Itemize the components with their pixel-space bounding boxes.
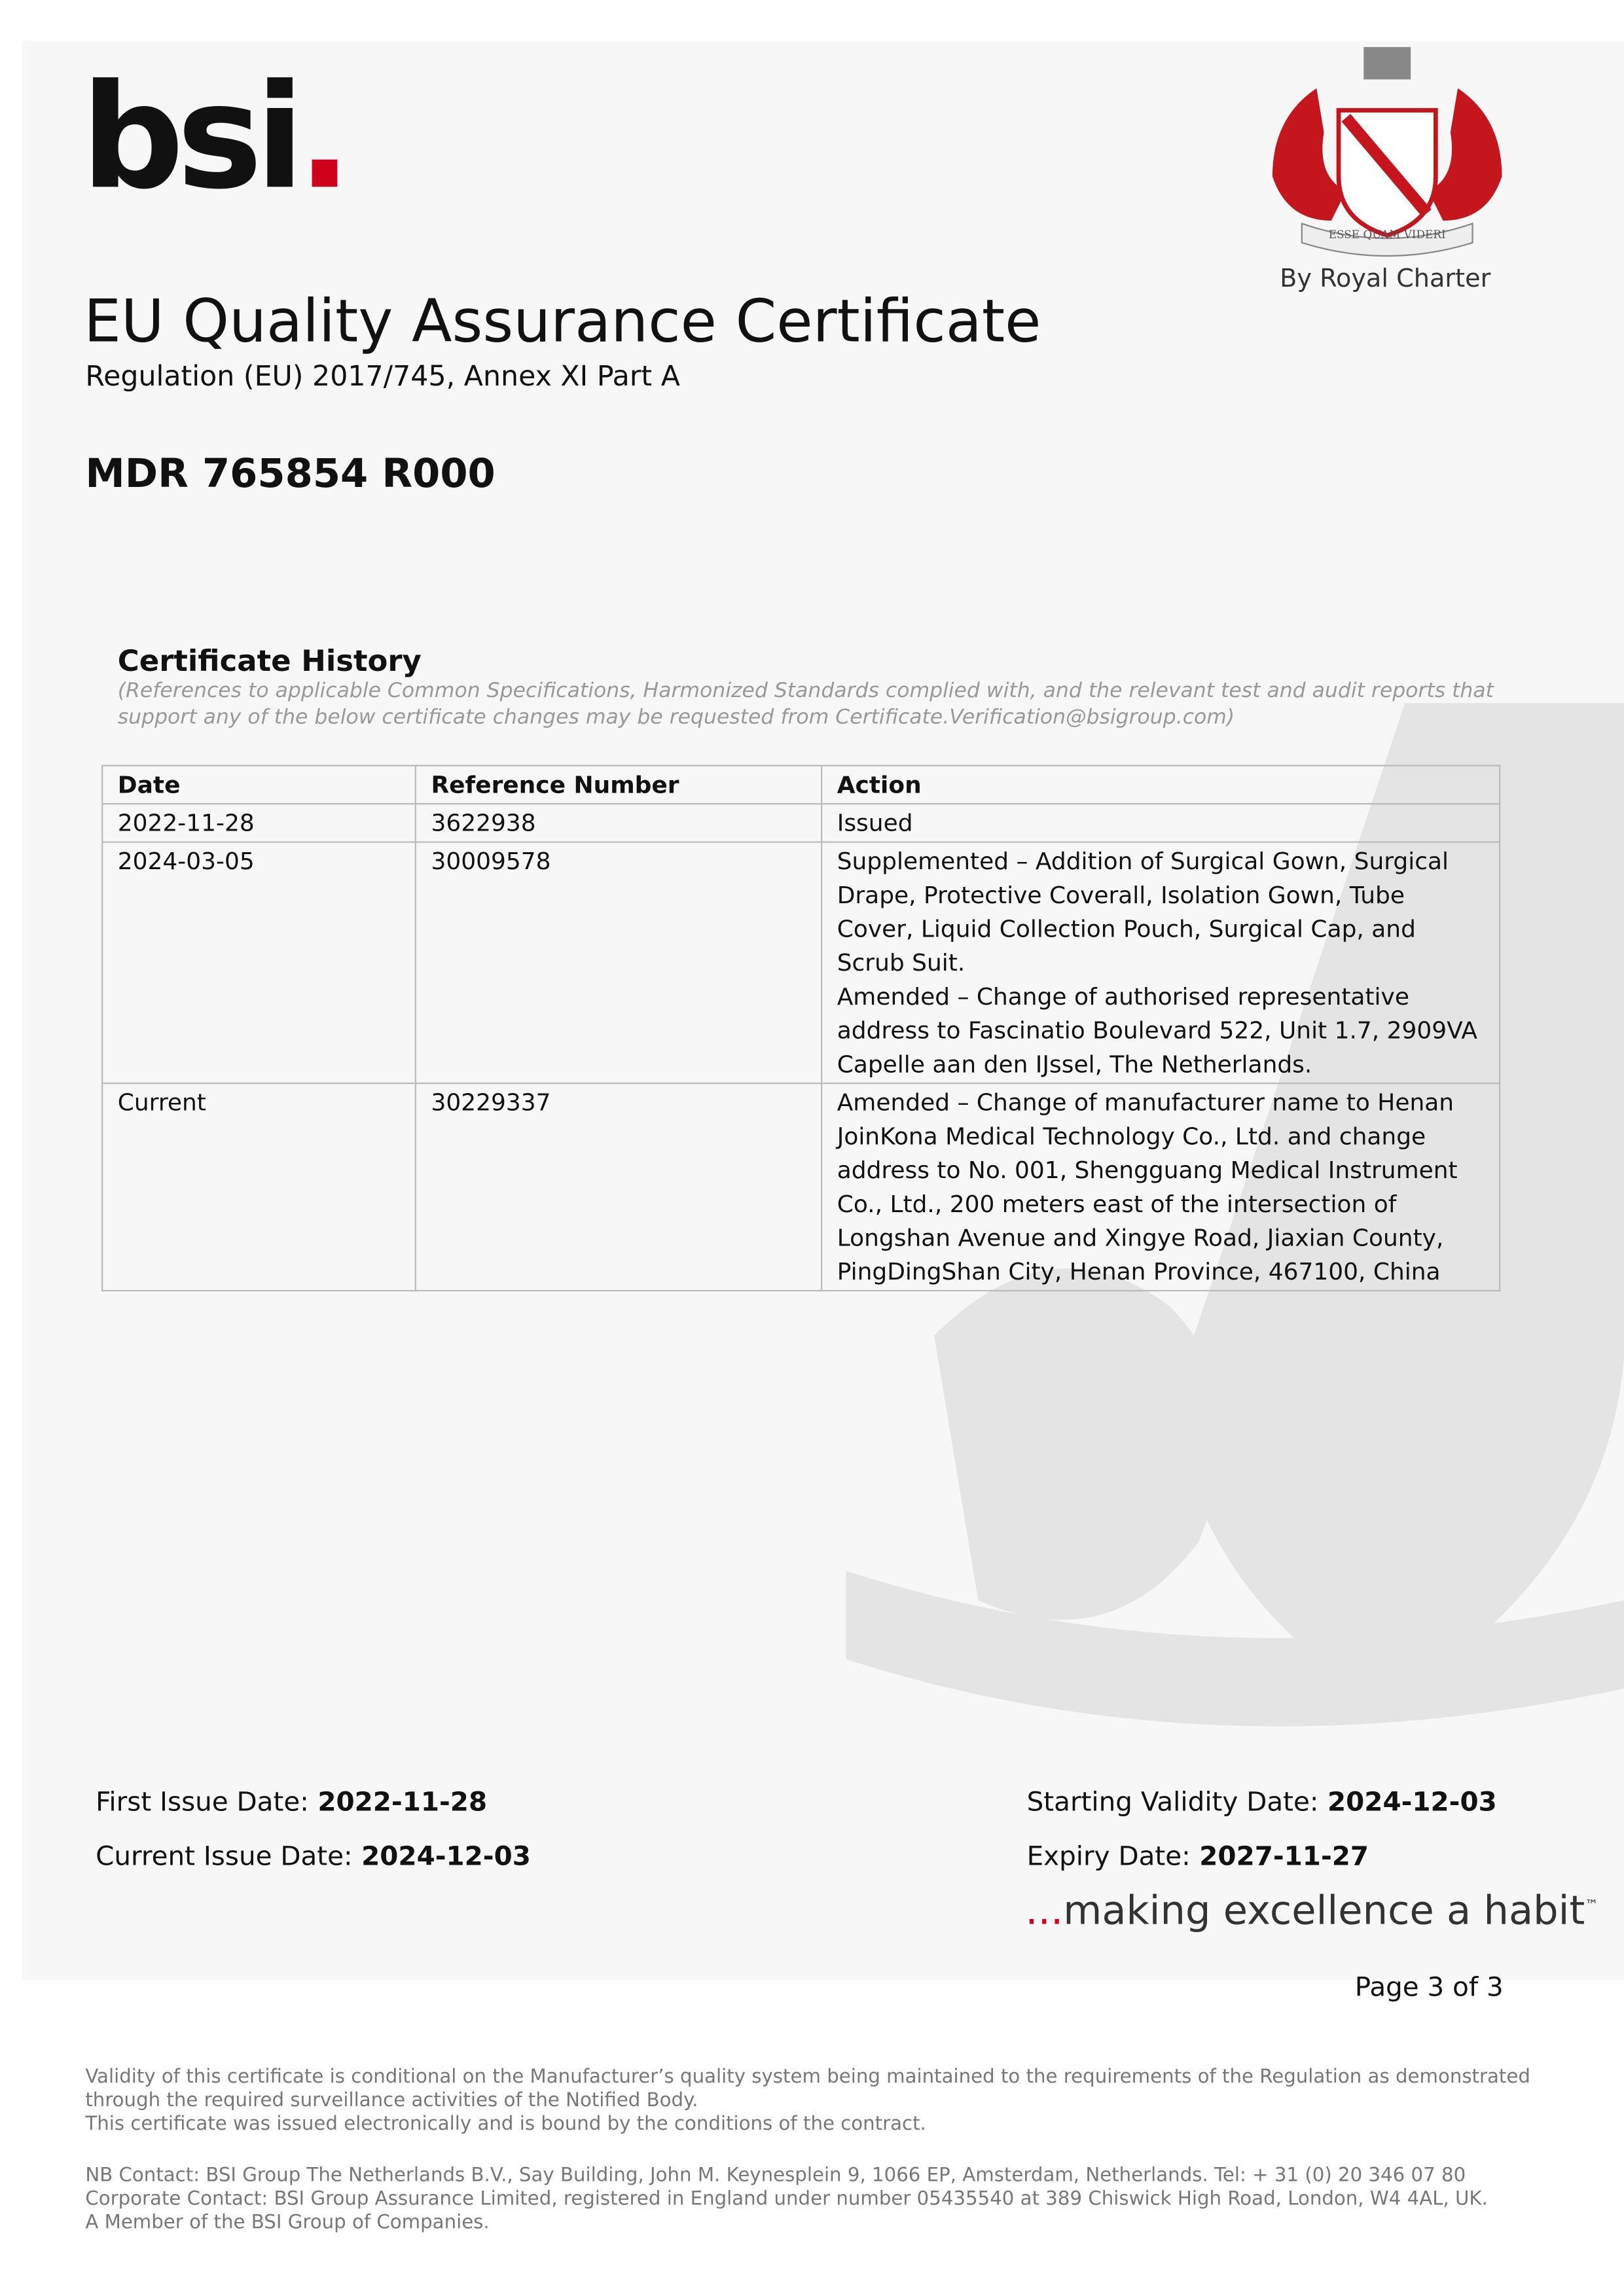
footer-validity-line: Validity of this certificate is conditional on the Manufacturer’s quality system being maintained to the requirements of the Regulation as demonstrated: [85, 2066, 1530, 2089]
action-text: Amended – Change of authorised representative address to Fascinatio Boulevard 522, Unit 1.7, 2909VA Capelle aan den IJssel, The Netherlands.: [837, 982, 1478, 1079]
value: 2024-12-03: [361, 1841, 531, 1873]
row-action: [821, 1083, 1500, 1291]
value: 2024-12-03: [1327, 1787, 1497, 1818]
history-table: [101, 765, 1500, 1292]
row-date: 2022-11-28: [102, 804, 416, 842]
slogan-text: making excellence a habit: [1063, 1888, 1585, 1935]
document-title: EU Quality Assurance Certificate: [84, 288, 1041, 356]
action-text: Issued: [837, 809, 913, 837]
history-title: Certificate History: [117, 643, 422, 679]
page-number: Page 3 of 3: [1354, 1972, 1504, 2003]
slogan: [1025, 1889, 1598, 1935]
row-reference: 30009578: [416, 842, 821, 1084]
first-issue-date: [96, 1787, 487, 1818]
row-action: [821, 842, 1500, 1084]
table-header: [102, 766, 1500, 804]
value: 2027-11-27: [1199, 1841, 1369, 1873]
footer-contact-line: NB Contact: BSI Group The Netherlands B.V., Say Building, John M. Keynesplein 9, 1066 EP, Amsterdam, Netherlands. Tel: + 31 (0) 20 346 07 80: [85, 2165, 1466, 2187]
history-note: (References to applicable Common Specifications, Harmonized Standards complied with, and the relevant test and audit reports that support any of the below certificate changes may be requested from Certificate.Verification@bsigroup.com): [117, 679, 1494, 730]
table-row: [102, 842, 1500, 1084]
slogan-dots: ...: [1025, 1888, 1064, 1935]
starting-validity-date: [1027, 1787, 1497, 1818]
certificate-number: MDR 765854 R000: [85, 451, 496, 497]
logo-dot: .: [297, 54, 345, 223]
action-text: Amended – Change of manufacturer name to Henan JoinKona Medical Technology Co., Ltd. and change address to No. 001, Shengguang Medical Instrument Co., Ltd., 200 meters east of the intersection of Longshan Avenue and Xingye Road, Jiaxian County, PingDingShan City, Henan Province, 467100, China: [837, 1088, 1458, 1286]
footer-contact-line: Corporate Contact: BSI Group Assurance Limited, registered in England under number 05435540 at 389 Chiswick High Road, London, W4 4AL, UK.: [85, 2188, 1488, 2211]
row-reference: 30229337: [416, 1083, 821, 1291]
label: Current Issue Date:: [96, 1841, 353, 1873]
row-date: 2024-03-05: [102, 842, 416, 1084]
column-header-reference: Reference Number: [416, 766, 821, 804]
bsi-logo: [81, 54, 345, 223]
column-header-action: Action: [821, 766, 1500, 804]
label: First Issue Date:: [96, 1787, 309, 1818]
label: Expiry Date:: [1026, 1841, 1191, 1873]
table-row: [102, 1083, 1500, 1291]
row-reference: 3622938: [416, 804, 821, 842]
value: 2022-11-28: [317, 1787, 488, 1818]
expiry-date: [1027, 1842, 1369, 1873]
logo-text: bsi: [81, 54, 298, 223]
footer-validity-line: through the required surveillance activities of the Notified Body.: [85, 2090, 698, 2113]
footer-contact-line: A Member of the BSI Group of Companies.: [85, 2212, 490, 2234]
column-header-date: Date: [102, 766, 416, 804]
row-date: Current: [102, 1083, 416, 1291]
current-issue-date: [96, 1842, 531, 1873]
regulation-subtitle: Regulation (EU) 2017/745, Annex XI Part A: [85, 360, 680, 393]
footer-validity-line: This certificate was issued electronically and is bound by the conditions of the contract.: [85, 2113, 926, 2136]
table-row: [102, 804, 1500, 842]
crest-motto: ESSE QUAM VIDERI: [1328, 228, 1446, 242]
royal-charter-crest-icon: [1257, 44, 1517, 259]
row-action: [821, 804, 1500, 842]
label: Starting Validity Date:: [1026, 1787, 1319, 1818]
action-text: Supplemented – Addition of Surgical Gown, Surgical Drape, Protective Coverall, Isolation Gown, Tube Cover, Liquid Collection Pouch, Surgical Cap, and Scrub Suit.: [837, 847, 1449, 977]
trademark: ™: [1585, 1899, 1598, 1914]
royal-charter-text: By Royal Charter: [1280, 264, 1491, 295]
